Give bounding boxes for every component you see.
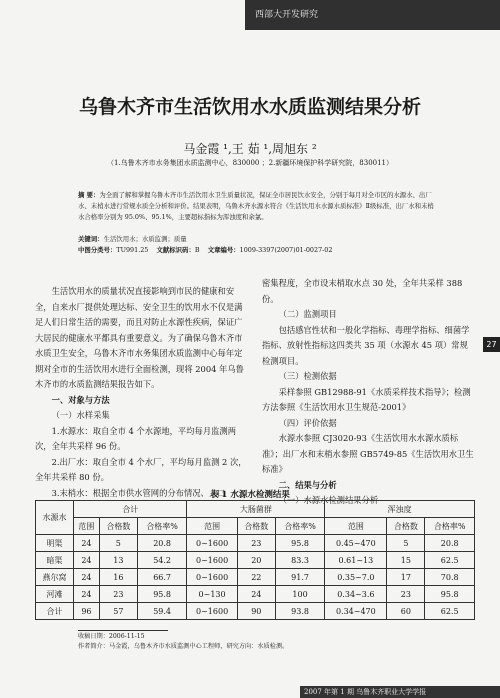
article-meta xyxy=(78,234,438,256)
clc-code: TU991.25 xyxy=(116,246,149,254)
table-cell: 0.45~470 xyxy=(325,535,387,552)
table-caption: 表 1 水源水检测结果 xyxy=(210,490,290,500)
affiliations: （1.乌鲁木齐市水务集团水质监测中心，830000 ；2.新疆环境保护科学研究院，830011） xyxy=(106,159,394,167)
table-cell: 0~1600 xyxy=(187,535,237,552)
paragraph: 采样参照 GB12988-91《水质采样技术指导》；检测方法参照《生活饮用水卫生规范-2001》 xyxy=(262,386,471,412)
table-cell: 20 xyxy=(237,552,275,569)
table-cell: 0~1600 xyxy=(187,552,237,569)
table-cell: 17 xyxy=(387,569,425,586)
keywords-label: 关键词： xyxy=(78,235,104,243)
intro-paragraph: 生活饮用水的质量状况直接影响到市民的健康和安全，自来水厂提供处理达标、安全卫生的饮用水不仅是满足人们日常生活的需要，而且对防止水源性疾病，保证广大居民的健康水平都具有重要意义。为了确保乌鲁木齐市水质卫生安全，乌鲁木齐市水务集团水质监测中心每年定期对全市的生活饮用水进行全面检测，现将 2004 年乌鲁木齐市的水质监测结果报告如下。 xyxy=(35,286,244,389)
table-cell: 93.8 xyxy=(275,603,325,620)
table-cell: 95.8 xyxy=(425,586,475,603)
paragraph: 水源水参照 CJ3020-93《生活饮用水水源水质标准》；出厂水和末梢水参照 GB5749-85《生活饮用水卫生标准》 xyxy=(262,433,474,474)
table-cell: 0~1600 xyxy=(187,569,237,586)
keywords xyxy=(78,234,438,245)
table-cell: 5 xyxy=(99,535,137,552)
table-row xyxy=(36,603,475,620)
paragraph: 包括感官性状和一般化学指标、毒理学指标、细菌学指标、放射性指标这四类共 35 项（水源水 45 项）常规检测项目。 xyxy=(262,324,470,366)
page-number-tab: 27 xyxy=(483,337,500,352)
table-row xyxy=(36,586,475,603)
table-cell: 62.5 xyxy=(425,552,475,569)
row-label-cell: 明渠 xyxy=(36,535,74,552)
table-cell: 66.7 xyxy=(137,569,187,586)
table-cell: 0.34~3.6 xyxy=(325,586,387,603)
table-cell: 23 xyxy=(237,535,275,552)
header-total: 合计 xyxy=(74,501,187,518)
table-cell: 24 xyxy=(74,569,100,586)
classification-line xyxy=(78,245,438,256)
subheader: 合格率% xyxy=(425,518,475,535)
table-cell: 22 xyxy=(237,569,275,586)
subsection-heading: （三）检测依据 xyxy=(278,371,337,381)
table-cell: 100 xyxy=(275,586,325,603)
table-cell: 0.61~13 xyxy=(325,552,387,569)
water-source-results-table xyxy=(35,500,475,620)
authors: 马金霞 ¹,王 茹 ¹,周旭东 ² xyxy=(183,142,317,156)
table-cell: 0~130 xyxy=(187,586,237,603)
subsection-heading: （一）水样采集 xyxy=(51,410,110,420)
table-cell: 20.8 xyxy=(137,535,187,552)
received-date: 收稿日期：2006-11-15 xyxy=(78,633,145,640)
table-cell: 24 xyxy=(74,586,100,603)
doc-code-label: 文献标识码： xyxy=(156,246,195,254)
subheader: 合格数 xyxy=(237,518,275,535)
subheader: 合格率% xyxy=(275,518,325,535)
table-cell: 95.8 xyxy=(275,535,325,552)
article-id-label: 文章编号： xyxy=(207,246,240,254)
table-cell: 24 xyxy=(74,535,100,552)
doc-code: B xyxy=(194,246,200,254)
table-row xyxy=(36,552,475,569)
table-cell: 0.35~7.0 xyxy=(325,569,387,586)
abstract xyxy=(78,190,438,223)
paragraph: 密集程度，全市设末梢取水点 30 处，全年共采样 388 份。 xyxy=(262,278,463,304)
row-label-cell: 燕尔窝 xyxy=(36,569,74,586)
table-row xyxy=(36,569,475,586)
author-intro: 作者简介：马金霞，乌鲁木齐市水质监测中心工程师，研究方向：水质检测。 xyxy=(78,643,289,650)
table-cell: 15 xyxy=(387,552,425,569)
table-cell: 13 xyxy=(99,552,137,569)
header-turbidity: 浑浊度 xyxy=(325,501,475,518)
subheader: 范围 xyxy=(325,518,387,535)
table-cell: 83.3 xyxy=(275,552,325,569)
table-cell: 23 xyxy=(99,586,137,603)
header-source: 水源水 xyxy=(36,501,74,535)
article-id: 1009-3397(2007)01-0027-02 xyxy=(239,246,333,254)
table-cell: 0~1600 xyxy=(187,603,237,620)
subsection-heading: （四）评价依据 xyxy=(278,417,337,428)
abstract-label: 摘 要： xyxy=(78,191,100,199)
article-title: 乌鲁木齐市生活饮用水水质监测结果分析 xyxy=(78,96,421,118)
table-cell: 23 xyxy=(387,586,425,603)
table-cell: 0.34~470 xyxy=(325,603,387,620)
right-column xyxy=(262,276,474,509)
section-heading-1: 一、对象与方法 xyxy=(51,394,110,405)
paragraph: 1.水源水：取自全市 4 个水源地，平均每月监测两次，全年共采样 96 份。 xyxy=(35,425,237,451)
keywords-text: 生活饮用水；水质监测；质量 xyxy=(103,235,187,243)
table-cell: 24 xyxy=(237,586,275,603)
row-label-cell: 合计 xyxy=(36,603,74,620)
table-cell: 54.2 xyxy=(137,552,187,569)
section-heading-2: 二、结果与分析 xyxy=(278,479,337,490)
subheader: 合格率% xyxy=(137,518,187,535)
table-cell: 60 xyxy=(387,603,425,620)
footnote-rule xyxy=(78,630,168,631)
subheader: 合格数 xyxy=(99,518,137,535)
table-cell: 62.5 xyxy=(425,603,475,620)
abstract-text: 为全面了解和掌握乌鲁木齐市生活饮用水卫生质量状况，保证全市居民饮水安全，分别于每月对全市区的水源水、出厂水、末梢水进行常规水质全分析和评价。结果表明，乌鲁木齐水源水符合《生活饮用水水源水质标准》Ⅱ级标准，出厂水和末梢水合格率分别为 95.0%、95.1%，主要超标指标为浑浊度和余氯。 xyxy=(78,191,434,221)
footnotes xyxy=(78,632,438,652)
table-row xyxy=(36,535,475,552)
table-cell: 20.8 xyxy=(425,535,475,552)
table-cell: 57 xyxy=(99,603,137,620)
table-cell: 16 xyxy=(99,569,137,586)
subsection-heading: （一）水源水检测结果分析 xyxy=(278,495,379,505)
row-label-cell: 暗渠 xyxy=(36,552,74,569)
page-footer: 2007 年第 1 期 乌鲁木齐职业大学学报 xyxy=(300,686,500,698)
left-column xyxy=(35,284,247,501)
table-cell: 70.8 xyxy=(425,569,475,586)
subheader: 合格数 xyxy=(387,518,425,535)
table-cell: 96 xyxy=(74,603,100,620)
journal-header-banner: 西部大开发研究 xyxy=(245,0,500,30)
table-cell: 24 xyxy=(74,552,100,569)
subsection-heading: （二）监测项目 xyxy=(278,309,337,319)
table-cell: 59.4 xyxy=(137,603,187,620)
paragraph: 2.出厂水：取自全市 4 个水厂，平均每月监测 2 次，全年共采样 80 份。 xyxy=(35,456,247,482)
paragraph: 3.末梢水：根据全市供水管网的分布情况、人口 xyxy=(51,487,226,498)
table-cell: 91.7 xyxy=(275,569,325,586)
table-cell: 95.8 xyxy=(137,586,187,603)
subheader: 范围 xyxy=(74,518,100,535)
header-coliform: 大肠菌群 xyxy=(187,501,325,518)
row-label-cell: 河滩 xyxy=(36,586,74,603)
table-cell: 90 xyxy=(237,603,275,620)
clc-label: 中图分类号： xyxy=(78,246,117,254)
subheader: 范围 xyxy=(187,518,237,535)
table-cell: 5 xyxy=(387,535,425,552)
